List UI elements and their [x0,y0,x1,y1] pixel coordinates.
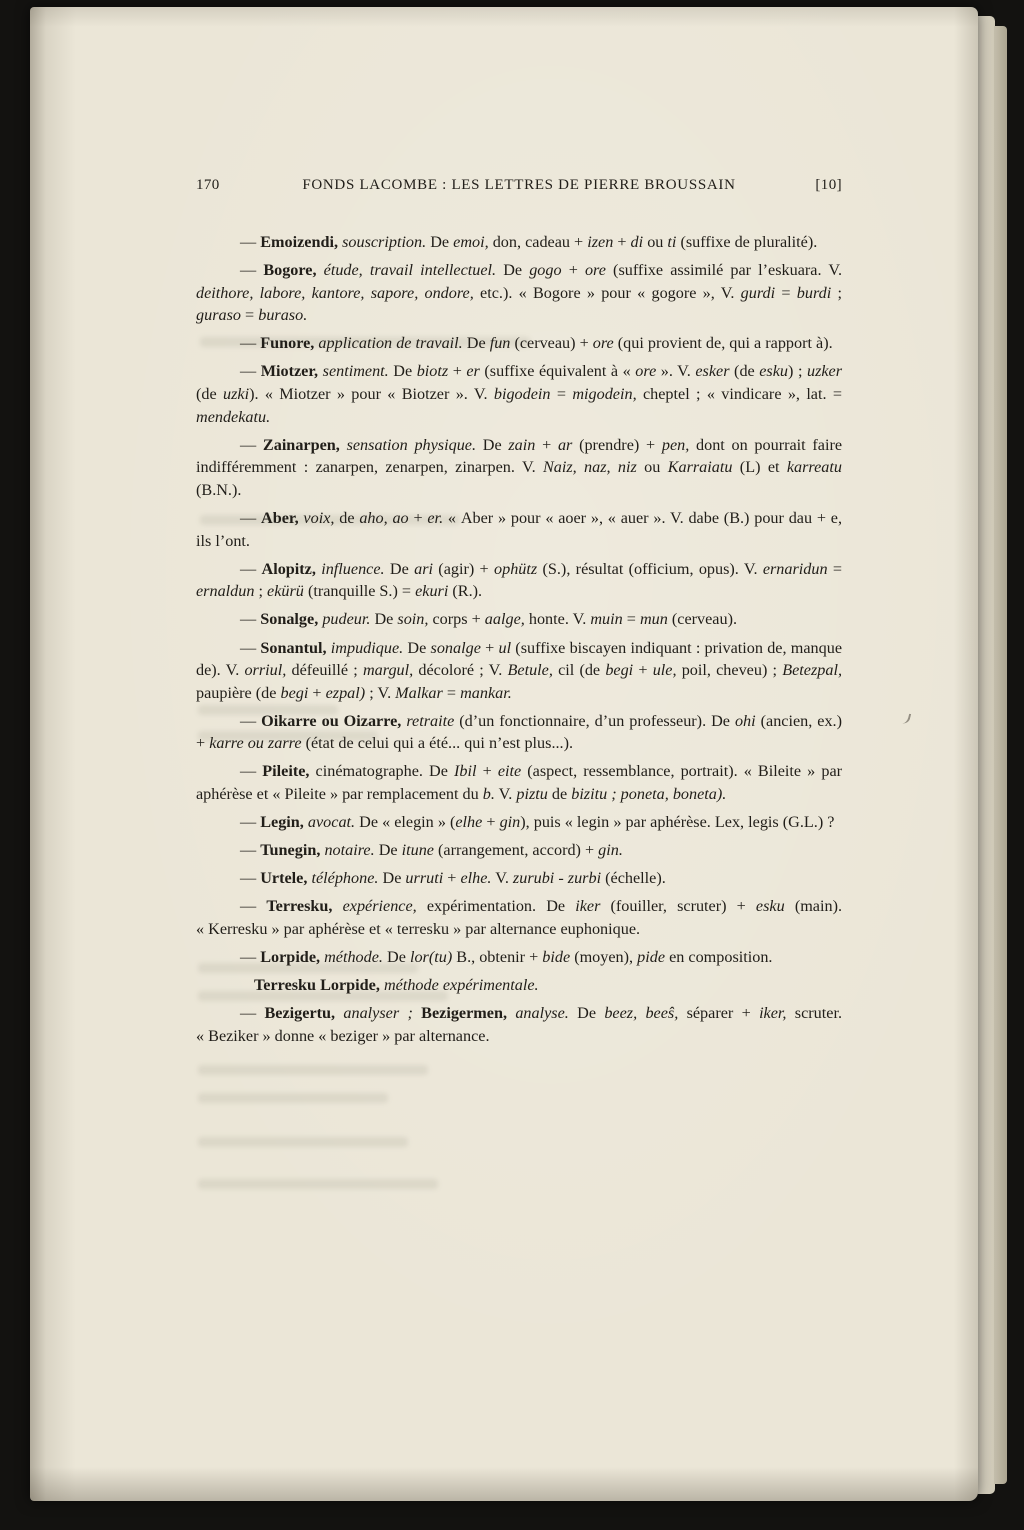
page-edge-stack-outer [977,16,995,1494]
paragraph: — Aber, voix, de aho, ao + er. « Aber » pour « aoer », « auer ». V. dabe (B.) pour dau + e, ils l’ont. [196,509,843,550]
paragraph: — Sonantul, impudique. De sonalge + ul (suffixe biscayen indiquant : privation de, manque de). V. orriul, défeuillé ; margul, décoloré ; V. Betule, cil (de begi + ule, poil, cheveu) ; Betezpal, paupière (de begi + ezpal) ; V. Malkar = mankar. [196,638,843,702]
bleedthrough-mark [198,1179,438,1189]
paragraph: — Emoizendi, souscription. De emoi, don, cadeau + izen + di ou ti (suffixe de pluralité). [240,233,818,251]
paragraph: — Zainarpen, sensation physique. De zain + ar (prendre) + pen, dont on pourrait faire indifféremment : zanarpen, zenarpen, zinarpen. V. Naiz, naz, niz ou Karraiatu (L) et karreatu (B.N.). [196,435,843,499]
page-number: 170 [196,177,220,193]
paragraph: — Bezigertu, analyser ; Bezigermen, analyse. De beez, beeŝ, séparer + iker, scruter. « Beziker » donne « beziger » par alternance. [196,1004,842,1045]
paragraph: — Sonalge, pudeur. De soin, corps + aalge, honte. V. muin = mun (cerveau). [240,610,738,629]
bleedthrough-mark [198,1137,408,1147]
paragraph: — Legin, avocat. De « elegin » (elhe + gin), puis « legin » par aphérèse. Lex, legis (G.L.) ? [240,813,835,832]
bleedthrough-mark [198,1093,388,1103]
running-title: FONDS LACOMBE : LES LETTRES DE PIERRE BROUSSAIN [302,177,736,193]
paragraph: — Oikarre ou Oizarre, retraite (d’un fonctionnaire, d’un professeur). De ohi (ancien, ex.) + karre ou zarre (état de celui qui a été... qui n’est plus...). [196,711,842,753]
running-header [196,177,842,194]
paragraph: — Funore, application de travail. De fun (cerveau) + ore (qui provient de, qui a rapport à). [240,334,833,353]
paragraph: — Alopitz, influence. De ari (agir) + ophütz (S.), résultat (officium, opus). V. ernaridun = ernaldun ; ekürü (tranquille S.) = ekuri (R.). [196,559,842,601]
paragraph: — Pileite, cinématographe. De Ibil + eite (aspect, ressemblance, portrait). « Bileite » par aphérèse et « Pileite » par remplacement du b. V. piztu de bizitu ; poneta, boneta). [196,762,843,804]
ink-speck [901,712,911,725]
paragraph: — Miotzer, sentiment. De biotz + er (suffixe équivalent à « ore ». V. esker (de esku) ; uzker (de uzki). « Miotzer » pour « Biotzer ». V. bigodein = migodein, cheptel ; « vindicare », lat. = mendekatu. [196,362,843,426]
bleedthrough-mark [198,1065,428,1075]
paragraph: — Terresku, expérience, expérimentation. De iker (fouiller, scruter) + esku (main). « Kerresku » par aphérèse et « terresku » par alternance euphonique. [196,897,843,939]
paragraph: Terresku Lorpide, méthode expérimentale. [254,976,539,995]
document-ref: [10] [815,177,842,193]
paragraph: — Urtele, téléphone. De urruti + elhe. V. zurubi - zurbi (échelle). [240,869,666,888]
paragraph: — Bogore, étude, travail intellectuel. De gogo + ore (suffixe assimilé par l’eskuara. V. deithore, labore, kantore, sapore, ondore, etc.). « Bogore » pour « gogore », V. gurdi = burdi ; guraso = buraso. [196,261,843,325]
page-content [196,177,842,1053]
paragraph: — Lorpide, méthode. De lor(tu) B., obtenir + bide (moyen), pide en composition. [240,948,773,967]
paragraph: — Tunegin, notaire. De itune (arrangement, accord) + gin. [240,841,623,860]
page-edge-stack-inner [994,26,1007,1484]
book-page [30,7,978,1501]
text-body [196,231,842,1048]
